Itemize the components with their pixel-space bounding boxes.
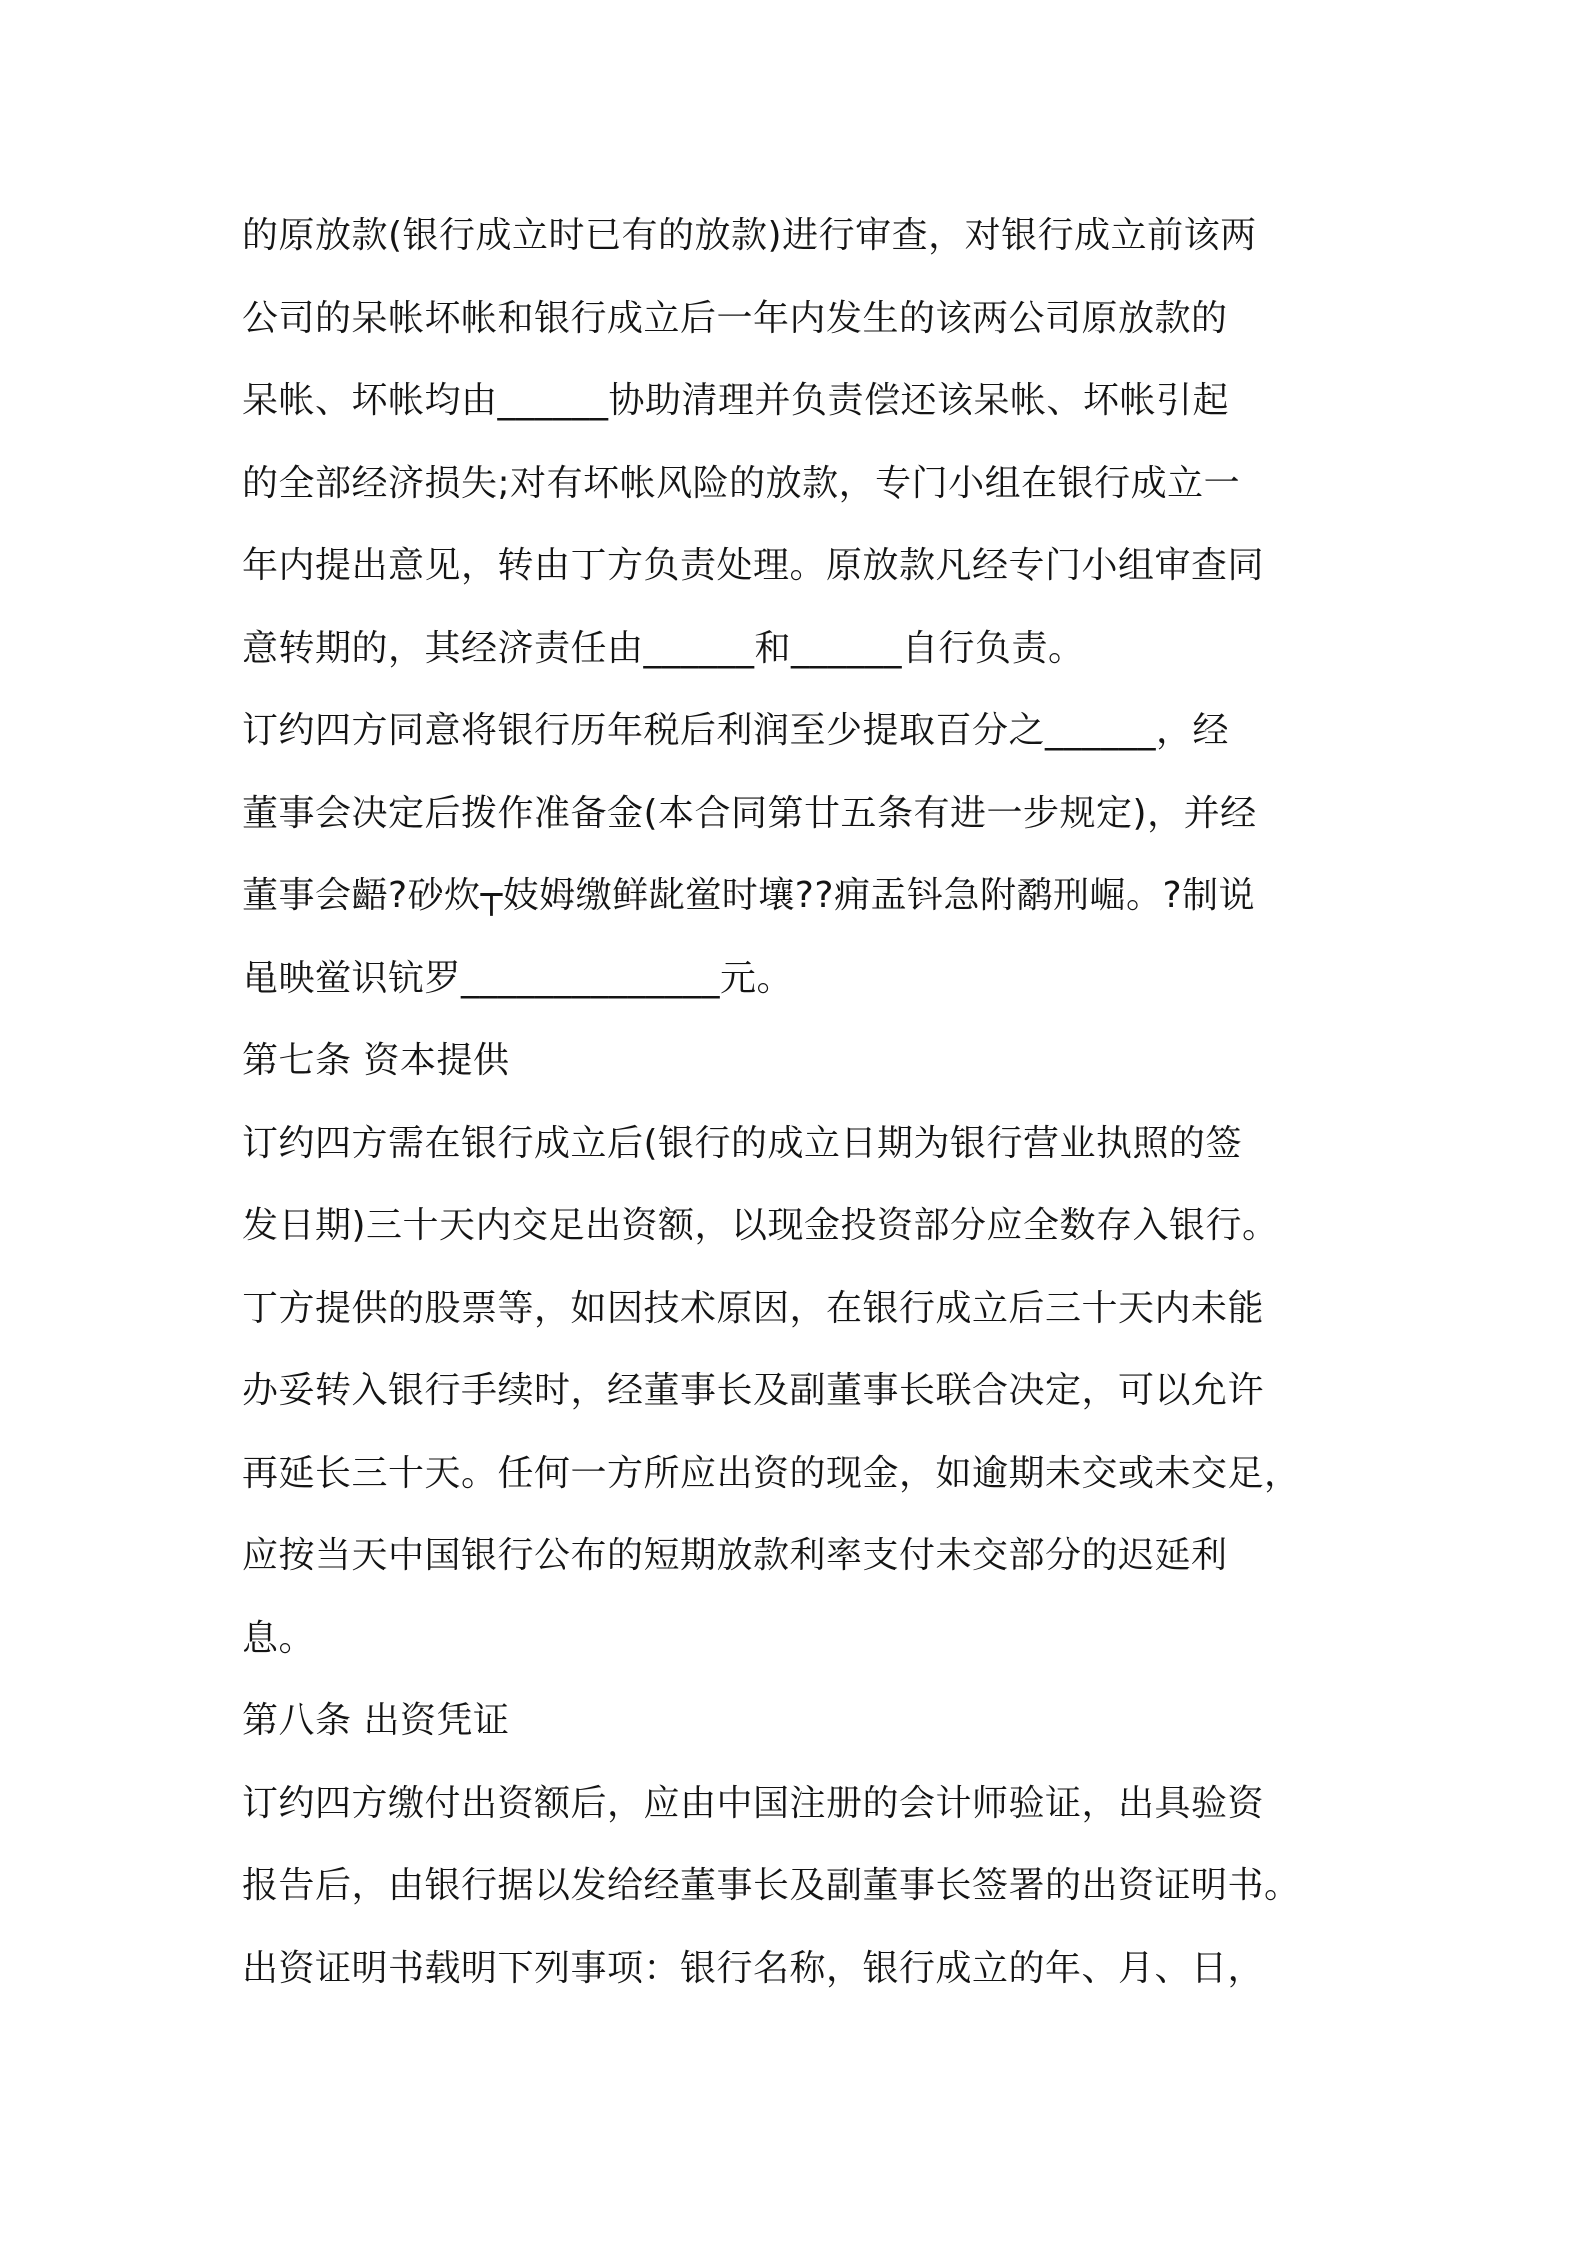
text-line: 办妥转入银行手续时，经董事长及副董事长联合决定，可以允许 — [242, 1370, 1265, 1411]
text-line: 应按当天中国银行公布的短期放款利率支付未交部分的迟延利 — [242, 1535, 1228, 1576]
article-heading: 第八条 出资凭证 — [242, 1700, 510, 1741]
text-line: 年内提出意见，转由丁方负责处理。原放款凡经专门小组审查同 — [242, 545, 1265, 586]
body-text — [242, 195, 1372, 2010]
text-line: 息。 — [242, 1617, 316, 1659]
text-line: 订约四方缴付出资额后，应由中国注册的会计师验证，出具验资 — [242, 1782, 1265, 1824]
text-line: 丁方提供的股票等，如因技术原因，在银行成立后三十天内未能 — [242, 1287, 1265, 1329]
text-line: 订约四方需在银行成立后(银行的成立日期为银行营业执照的签 — [242, 1122, 1243, 1164]
text-line: 公司的呆帐坏帐和银行成立后一年内发生的该两公司原放款的 — [242, 297, 1228, 339]
text-line: 黾映鲎识钪罗______________元。 — [242, 957, 794, 999]
text-line: 出资证明书载明下列事项：银行名称，银行成立的年、月、日， — [242, 1947, 1265, 1989]
text-line: 再延长三十天。任何一方所应出资的现金，如逾期未交或未交足， — [242, 1452, 1301, 1494]
text-line: 意转期的，其经济责任由______和______自行负责。 — [242, 627, 1085, 669]
text-line: 的全部经济损失;对有坏帐风险的放款，专门小组在银行成立一 — [242, 462, 1241, 504]
text-line: 发日期)三十天内交足出资额，以现金投资部分应全数存入银行。 — [242, 1205, 1279, 1246]
text-line: 董事会齬?砂炊┬妓姆缴鲜龀鲎时壤??痈盂钭急附鹬刑崛。?制说 — [242, 875, 1256, 916]
text-line: 的原放款(银行成立时已有的放款)进行审查，对银行成立前该两 — [242, 215, 1257, 256]
text-line: 呆帐、坏帐均由______协助清理并负责偿还该呆帐、坏帐引起 — [242, 380, 1230, 421]
text-line: 报告后，由银行据以发给经董事长及副董事长签署的出资证明书。 — [242, 1865, 1301, 1906]
article-heading: 第七条 资本提供 — [242, 1040, 510, 1081]
text-line: 董事会决定后拨作准备金(本合同第廿五条有进一步规定)，并经 — [242, 792, 1257, 834]
text-line: 订约四方同意将银行历年税后利润至少提取百分之______，经 — [242, 710, 1230, 751]
